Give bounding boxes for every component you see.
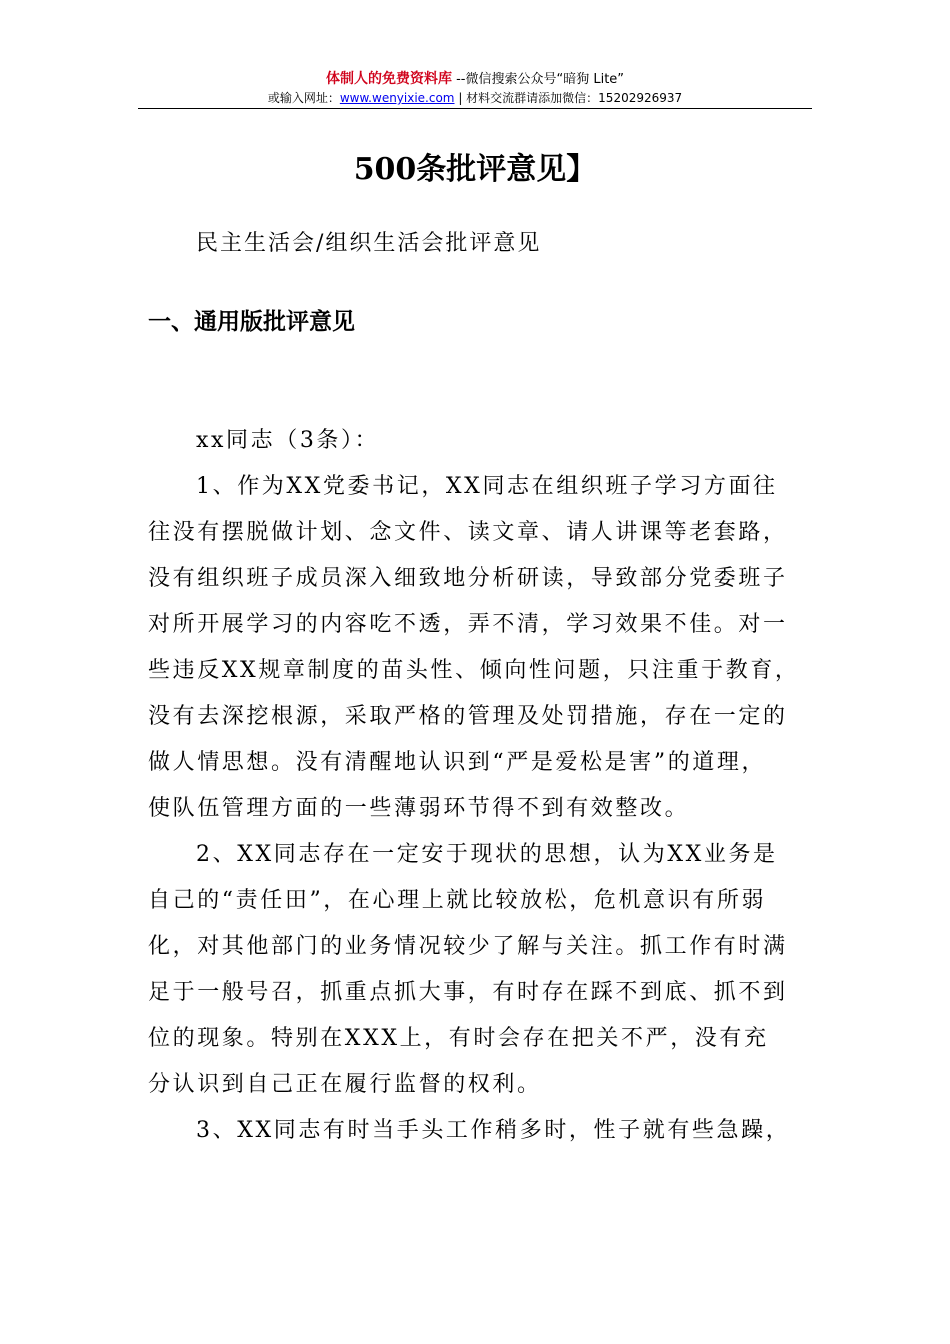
header-contact: | 材料交流群请添加微信：15202926937: [454, 91, 683, 105]
body-line: 自己的“责任田”，在心理上就比较放松，危机意识有所弱: [148, 888, 767, 913]
body-line: 没有组织班子成员深入细致地分析研读，导致部分党委班子: [148, 566, 788, 591]
body-text: [148, 418, 810, 1154]
body-line: 3、XX同志有时当手头工作稍多时，性子就有些急躁，: [196, 1118, 791, 1143]
header-url-link[interactable]: www.wenyixie.com: [339, 91, 455, 105]
body-line: 2、XX同志存在一定安于现状的思想，认为XX业务是: [196, 842, 778, 867]
document-title: 500条批评意见】: [353, 152, 597, 187]
header-tagline: --微信搜索公众号“暗狗 Lite”: [451, 72, 625, 87]
body-line: xx同志（3条）：: [196, 428, 380, 453]
body-line: 做人情思想。没有清醒地认识到“严是爱松是害”的道理，: [148, 750, 767, 775]
page-header: [138, 70, 812, 107]
body-line: 分认识到自己正在履行监督的权利。: [148, 1072, 542, 1097]
body-line: 位的现象。特别在XXX上，有时会存在把关不严，没有充: [148, 1026, 769, 1051]
body-line: 1、作为XX党委书记，XX同志在组织班子学习方面往: [196, 474, 778, 499]
header-url-prefix: 或输入网址：: [267, 91, 340, 105]
body-line: 足于一般号召，抓重点抓大事，有时存在踩不到底、抓不到: [148, 980, 788, 1005]
document-subtitle: 民主生活会/组织生活会批评意见: [196, 231, 542, 256]
body-line: 化，对其他部门的业务情况较少了解与关注。抓工作有时满: [148, 934, 788, 959]
body-line: 没有去深挖根源，采取严格的管理及处罚措施，存在一定的: [148, 704, 788, 729]
section-heading: 一、通用版批评意见: [148, 309, 355, 335]
header-divider: [138, 108, 812, 109]
header-line-1: [138, 70, 812, 89]
header-brand: 体制人的免费资料库: [325, 71, 452, 87]
header-line-2: [138, 89, 812, 107]
body-line: 对所开展学习的内容吃不透，弄不清，学习效果不佳。对一: [148, 612, 788, 637]
body-line: 使队伍管理方面的一些薄弱环节得不到有效整改。: [148, 796, 690, 821]
body-line: 些违反XX规章制度的苗头性、倾向性问题，只注重于教育，: [148, 658, 800, 683]
body-line: 往没有摆脱做计划、念文件、读文章、请人讲课等老套路，: [148, 520, 788, 545]
